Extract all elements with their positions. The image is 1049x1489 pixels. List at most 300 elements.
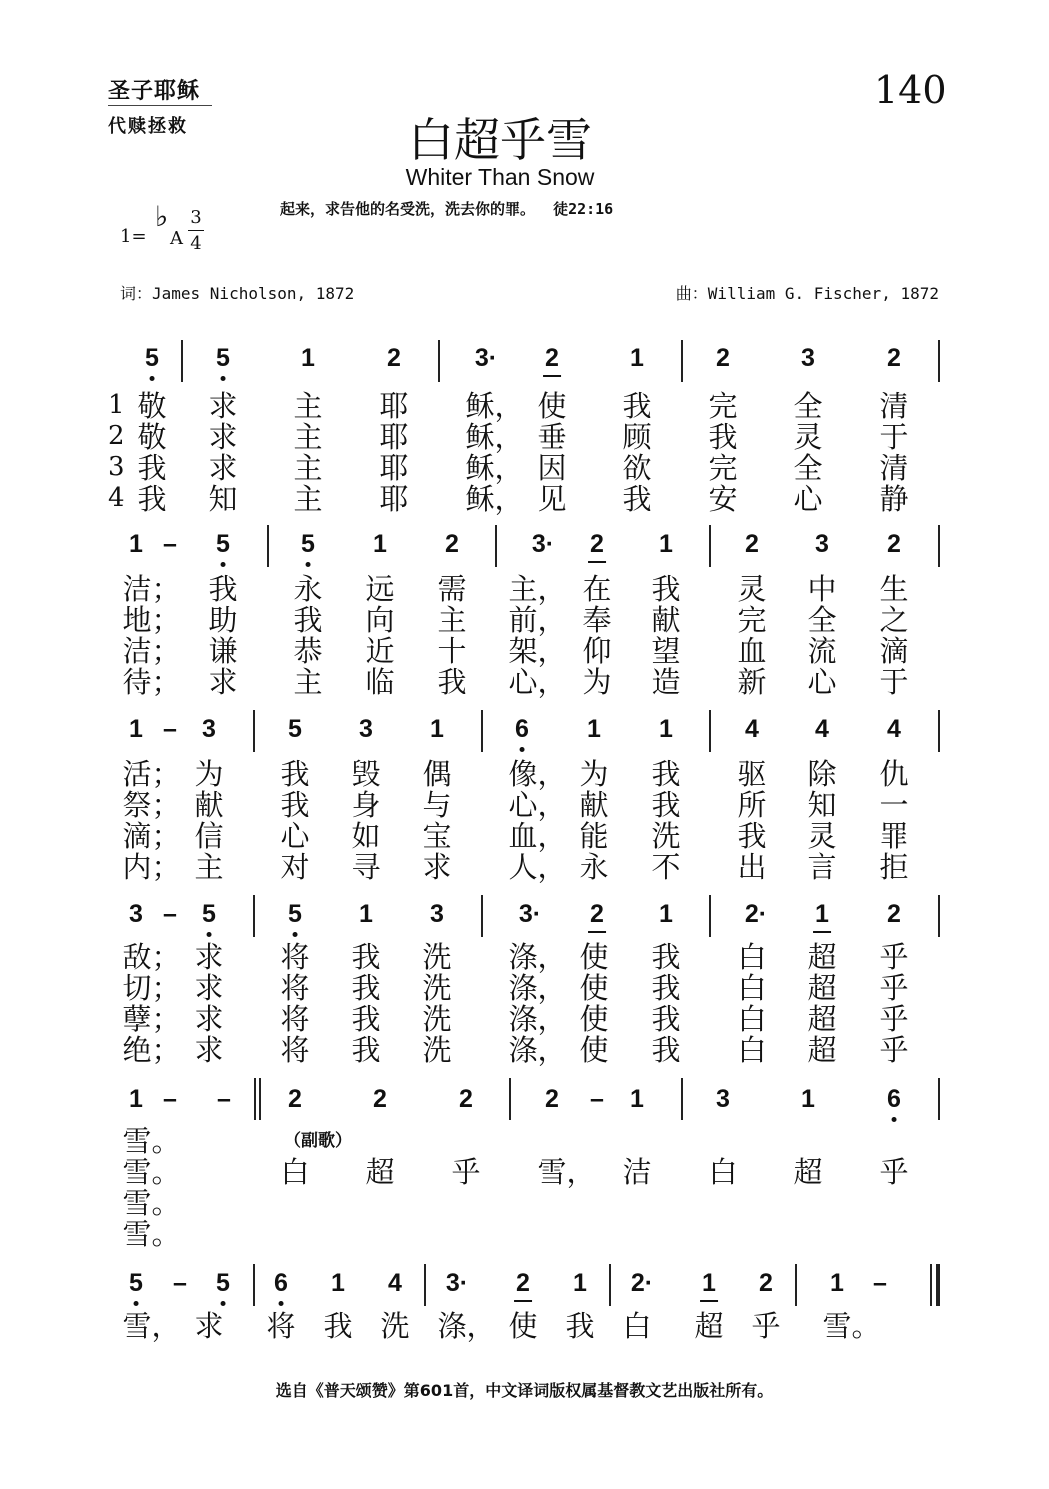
lyric-syllable: 我	[323, 1309, 353, 1343]
lyric-syllable: 求	[422, 850, 452, 884]
refrain-lyric: 雪，	[537, 1155, 596, 1189]
lyric-syllable: 使	[579, 1002, 609, 1036]
lyric-syllable: 滴；	[122, 819, 181, 853]
bar-line	[481, 895, 483, 937]
note	[145, 346, 159, 371]
note-value: 1	[659, 530, 673, 558]
bar-line	[253, 1264, 255, 1306]
note-value: 5	[216, 1269, 230, 1297]
hymn-title: 白超乎雪	[408, 113, 592, 167]
note-value: 5	[288, 715, 302, 743]
lyric-syllable: 为	[194, 757, 224, 791]
lyric-syllable: 我	[351, 1033, 381, 1067]
lyric-syllable: 敬	[137, 420, 167, 454]
lyric-syllable: 血	[737, 634, 767, 668]
note	[129, 717, 143, 742]
refrain-label: （副歌）	[284, 1131, 352, 1151]
lyric-syllable: 信	[194, 819, 224, 853]
note	[216, 532, 230, 557]
lyric-syllable: 洗	[422, 1033, 452, 1067]
note-value: 1	[359, 900, 373, 928]
note	[446, 1271, 468, 1296]
note	[202, 717, 216, 742]
note	[716, 1087, 730, 1112]
category-main: 圣子耶稣	[108, 79, 201, 104]
note	[387, 346, 401, 371]
lyric-syllable: 谦	[208, 634, 238, 668]
note-value: 4	[887, 715, 901, 743]
lyric-syllable: 安	[708, 482, 738, 516]
lyric-syllable: 为	[582, 665, 612, 699]
lyric-syllable: 我	[651, 1033, 681, 1067]
note	[702, 1271, 716, 1296]
refrain-lyric: 乎	[879, 1155, 909, 1189]
bar-line	[938, 895, 940, 937]
lyric-syllable: 对	[280, 850, 310, 884]
lyric-syllable: 仰	[582, 634, 612, 668]
lyric-syllable: 涤，	[508, 1033, 567, 1067]
lyric-syllable: 需	[437, 572, 467, 606]
note	[459, 1087, 473, 1112]
copyright-footer: 选自《普天颂赞》第601首，中文译词版权属基督教文艺出版社所有。	[275, 1381, 774, 1400]
note-value: –	[173, 1269, 187, 1297]
note-value: 3·	[445, 1269, 469, 1297]
note	[173, 1271, 187, 1296]
lyric-syllable: 求	[208, 451, 238, 485]
note	[545, 346, 559, 371]
note-value: 5	[301, 530, 315, 558]
bar-line	[709, 710, 711, 752]
note	[815, 532, 829, 557]
lyric-syllable: 生	[879, 572, 909, 606]
bar-line	[424, 1264, 426, 1306]
note	[445, 532, 459, 557]
final-bar-thick	[936, 1264, 940, 1306]
lyric-syllable: 我	[651, 940, 681, 974]
note	[590, 902, 604, 927]
note-value: 1	[815, 900, 829, 928]
verse-number: 1	[108, 390, 125, 420]
note	[216, 346, 230, 371]
lyric-syllable: 使	[579, 971, 609, 1005]
note	[873, 1271, 887, 1296]
note	[129, 532, 143, 557]
note-value: 3	[359, 715, 373, 743]
note-value: 2	[373, 1085, 387, 1113]
note	[373, 1087, 387, 1112]
note	[516, 1271, 530, 1296]
hymn-subtitle: Whiter Than Snow	[405, 164, 595, 190]
lyric-syllable: 稣，	[465, 420, 524, 454]
bar-line	[253, 710, 255, 752]
note-value: 4	[745, 715, 759, 743]
lyric-syllable: 知	[807, 788, 837, 822]
lyric-syllable: 静	[879, 482, 909, 516]
bar-line	[938, 710, 940, 752]
low-octave-dot	[150, 376, 155, 381]
note-value: 1	[331, 1269, 345, 1297]
note-value: 3	[129, 900, 143, 928]
bar-line	[267, 525, 269, 567]
lyric-syllable: 超	[694, 1309, 724, 1343]
lyric-syllable: 永	[579, 850, 609, 884]
note	[129, 1271, 143, 1296]
lyric-syllable: 宝	[422, 819, 452, 853]
low-octave-dot	[520, 747, 525, 752]
lyric-syllable: 耶	[379, 420, 409, 454]
lyric-syllable: 涤，	[508, 1002, 567, 1036]
lyric-syllable: 将	[280, 940, 310, 974]
lyric-syllable: 我	[293, 603, 323, 637]
lyric-syllable: 血，	[508, 819, 567, 853]
final-bar-thin	[930, 1264, 932, 1306]
lyric-syllable: 将	[280, 1002, 310, 1036]
lyric-syllable: 完	[708, 389, 738, 423]
note-value: 6	[515, 715, 529, 743]
lyric-syllable: 涤，	[508, 971, 567, 1005]
note	[745, 717, 759, 742]
lyric-syllable: 内；	[122, 850, 181, 884]
note-value: 5	[216, 530, 230, 558]
note	[163, 532, 177, 557]
note-value: –	[163, 715, 177, 743]
note	[587, 717, 601, 742]
double-bar-line	[254, 1078, 256, 1120]
lyricist-credit: 词：James Nicholson, 1872	[120, 284, 355, 303]
note-value: 3	[430, 900, 444, 928]
lyric-syllable: 切；	[122, 971, 181, 1005]
lyric-syllable: 献	[194, 788, 224, 822]
lyric-syllable: 稣，	[465, 389, 524, 423]
low-octave-dot	[293, 932, 298, 937]
lyric-syllable: 洁；	[122, 572, 181, 606]
bar-line	[253, 895, 255, 937]
lyric-syllable: 洗	[380, 1309, 410, 1343]
lyric-syllable: 我	[651, 1002, 681, 1036]
lyric-syllable: 涤，	[437, 1309, 496, 1343]
note	[887, 346, 901, 371]
lyric-syllable: 造	[651, 665, 681, 699]
note	[519, 902, 541, 927]
note-value: –	[163, 900, 177, 928]
hymn-number: 140	[874, 68, 947, 112]
lyric-syllable: 洗	[651, 819, 681, 853]
refrain-lyric: 白	[708, 1155, 738, 1189]
flat-symbol: ♭	[155, 200, 169, 233]
note-value: 1	[129, 715, 143, 743]
lyric-syllable: 求	[208, 665, 238, 699]
verse-number: 2	[108, 421, 125, 451]
scripture-reference: 起来，求告他的名受洗，洗去你的罪。 徒22:16	[280, 200, 614, 218]
eighth-underline	[543, 375, 561, 377]
lyric-syllable: 清	[879, 451, 909, 485]
lyric-syllable: 在	[582, 572, 612, 606]
note	[630, 1087, 644, 1112]
eighth-underline	[588, 931, 606, 933]
note-value: 3	[801, 344, 815, 372]
time-signature-bottom: 4	[190, 233, 202, 254]
lyric-syllable: 我	[137, 482, 167, 516]
key-signature-prefix: 1=	[120, 226, 147, 247]
note-value: 1	[129, 530, 143, 558]
note	[216, 1271, 230, 1296]
low-octave-dot	[134, 1301, 139, 1306]
note-value: 2	[887, 344, 901, 372]
note	[887, 1087, 901, 1112]
note	[331, 1271, 345, 1296]
low-octave-dot	[306, 562, 311, 567]
eighth-underline	[588, 561, 606, 563]
note-value: 3	[815, 530, 829, 558]
note-value: 1	[630, 1085, 644, 1113]
refrain-lyric: 超	[793, 1155, 823, 1189]
bar-line	[181, 340, 183, 382]
lyric-syllable: 十	[437, 634, 467, 668]
note	[630, 346, 644, 371]
lyric-syllable: 能	[579, 819, 609, 853]
lyric-syllable: 我	[622, 389, 652, 423]
low-octave-dot	[207, 932, 212, 937]
lyric-syllable: 洗	[422, 1002, 452, 1036]
lyric-syllable: 求	[208, 420, 238, 454]
note-value: 2	[590, 530, 604, 558]
lyric-syllable: 一	[879, 788, 909, 822]
lyric-syllable: 乎	[879, 1033, 909, 1067]
lyric-syllable: 地；	[122, 603, 181, 637]
lyric-syllable: 主	[293, 482, 323, 516]
lyric-syllable: 洁；	[122, 634, 181, 668]
lyric-syllable: 耶	[379, 451, 409, 485]
lyric-syllable: 求	[208, 389, 238, 423]
note	[163, 902, 177, 927]
verse-number: 4	[108, 483, 125, 513]
note-value: 2	[459, 1085, 473, 1113]
note	[475, 346, 497, 371]
refrain-lyric: 白	[280, 1155, 310, 1189]
lyric-syllable: 顾	[622, 420, 652, 454]
lyric-syllable: 架，	[508, 634, 567, 668]
note	[359, 717, 373, 742]
lyric-syllable: 所	[737, 788, 767, 822]
lyric-syllable: 完	[737, 603, 767, 637]
bar-line	[609, 1264, 611, 1306]
refrain-lyric: 洁	[622, 1155, 652, 1189]
key-note: A	[170, 228, 183, 249]
lyric-syllable: 完	[708, 451, 738, 485]
lyric-syllable: 于	[879, 665, 909, 699]
note	[590, 1087, 604, 1112]
lyric-syllable: 毁	[351, 757, 381, 791]
lyric-syllable: 我	[208, 572, 238, 606]
lyric-syllable: 除	[807, 757, 837, 791]
lyric-syllable: 敬	[137, 389, 167, 423]
lyric-syllable: 助	[208, 603, 238, 637]
bar-line	[795, 1264, 797, 1306]
note-value: 2·	[630, 1269, 654, 1297]
bar-line	[438, 340, 440, 382]
composer-credit: 曲：William G. Fischer, 1872	[675, 284, 939, 303]
lyric-syllable: 乎	[751, 1309, 781, 1343]
lyric-syllable: 白	[737, 940, 767, 974]
note-value: 5	[145, 344, 159, 372]
note-value: 6	[274, 1269, 288, 1297]
note-value: –	[163, 530, 177, 558]
lyric-syllable: 使	[537, 389, 567, 423]
lyric-syllable: 将	[266, 1309, 296, 1343]
note-value: 1	[830, 1269, 844, 1297]
lyric-syllable: 祭；	[122, 788, 181, 822]
lyric-syllable: 孽；	[122, 1002, 181, 1036]
note-value: 1	[373, 530, 387, 558]
lyric-syllable: 超	[807, 1002, 837, 1036]
note	[887, 532, 901, 557]
note	[202, 902, 216, 927]
note-value: 2	[887, 900, 901, 928]
note-value: 3	[202, 715, 216, 743]
lyric-syllable: 仇	[879, 757, 909, 791]
note-value: 2	[590, 900, 604, 928]
lyric-syllable: 求	[194, 1033, 224, 1067]
lyric-syllable: 我	[280, 757, 310, 791]
low-octave-dot	[221, 562, 226, 567]
note	[129, 902, 143, 927]
lyric-syllable: 稣，	[465, 482, 524, 516]
lyric-syllable: 流	[807, 634, 837, 668]
lyric-syllable: 心，	[508, 665, 567, 699]
lyric-syllable: 雪。	[122, 1155, 181, 1189]
lyric-syllable: 洗	[422, 940, 452, 974]
note	[288, 1087, 302, 1112]
lyric-syllable: 献	[579, 788, 609, 822]
note-value: 2	[516, 1269, 530, 1297]
lyric-syllable: 白	[737, 971, 767, 1005]
bar-line	[938, 525, 940, 567]
lyric-syllable: 绝；	[122, 1033, 181, 1067]
lyric-syllable: 将	[280, 971, 310, 1005]
note	[545, 1087, 559, 1112]
lyric-syllable: 涤，	[508, 940, 567, 974]
lyric-syllable: 心	[793, 482, 823, 516]
lyric-syllable: 求	[194, 971, 224, 1005]
bar-line	[938, 1078, 940, 1120]
lyric-syllable: 人，	[508, 850, 567, 884]
note-value: 2	[745, 530, 759, 558]
lyric-syllable: 前，	[508, 603, 567, 637]
lyric-syllable: 灵	[793, 420, 823, 454]
lyric-syllable: 罪	[879, 819, 909, 853]
lyric-syllable: 向	[365, 603, 395, 637]
note-value: 1	[630, 344, 644, 372]
lyric-syllable: 近	[365, 634, 395, 668]
lyric-syllable: 主	[293, 451, 323, 485]
bar-line	[709, 525, 711, 567]
lyric-syllable: 我	[651, 572, 681, 606]
note-value: –	[217, 1085, 231, 1113]
lyric-syllable: 言	[807, 850, 837, 884]
lyric-syllable: 使	[579, 940, 609, 974]
lyric-syllable: 我	[351, 940, 381, 974]
lyric-syllable: 耶	[379, 389, 409, 423]
lyric-syllable: 我	[351, 971, 381, 1005]
note	[887, 902, 901, 927]
lyric-syllable: 为	[579, 757, 609, 791]
lyric-syllable: 乎	[879, 1002, 909, 1036]
note-value: 2	[387, 344, 401, 372]
lyric-syllable: 偶	[422, 757, 452, 791]
low-octave-dot	[279, 1301, 284, 1306]
lyric-syllable: 见	[537, 482, 567, 516]
note-value: 2	[288, 1085, 302, 1113]
note-value: 1	[587, 715, 601, 743]
bar-line	[495, 525, 497, 567]
low-octave-dot	[221, 376, 226, 381]
lyric-syllable: 雪。	[122, 1124, 181, 1158]
note	[830, 1271, 844, 1296]
lyric-syllable: 超	[807, 1033, 837, 1067]
low-octave-dot	[221, 1301, 226, 1306]
lyric-syllable: 白	[737, 1002, 767, 1036]
note	[801, 1087, 815, 1112]
lyric-syllable: 拒	[879, 850, 909, 884]
note-value: 1	[702, 1269, 716, 1297]
note-value: 5	[129, 1269, 143, 1297]
bar-line	[681, 1078, 683, 1120]
note	[515, 717, 529, 742]
lyric-syllable: 心	[280, 819, 310, 853]
note	[163, 1087, 177, 1112]
note	[129, 1087, 143, 1112]
note	[759, 1271, 773, 1296]
note	[163, 717, 177, 742]
refrain-lyric: 乎	[451, 1155, 481, 1189]
lyric-syllable: 主	[293, 420, 323, 454]
lyric-syllable: 垂	[537, 420, 567, 454]
note	[573, 1271, 587, 1296]
lyric-syllable: 新	[737, 665, 767, 699]
note	[430, 902, 444, 927]
lyric-syllable: 献	[651, 603, 681, 637]
bar-line	[481, 710, 483, 752]
note-value: 1	[129, 1085, 143, 1113]
note	[388, 1271, 402, 1296]
lyric-syllable: 活；	[122, 757, 181, 791]
bar-line	[938, 340, 940, 382]
note	[815, 902, 829, 927]
bar-line	[509, 1078, 511, 1120]
note	[590, 532, 604, 557]
note	[801, 346, 815, 371]
note	[532, 532, 554, 557]
note-value: 5	[216, 344, 230, 372]
lyric-syllable: 我	[651, 788, 681, 822]
lyric-syllable: 我	[622, 482, 652, 516]
lyric-syllable: 远	[365, 572, 395, 606]
refrain-lyric: 超	[365, 1155, 395, 1189]
note-value: 2·	[744, 900, 768, 928]
lyric-syllable: 乎	[879, 971, 909, 1005]
note-value: 2	[445, 530, 459, 558]
lyric-syllable: 中	[807, 572, 837, 606]
lyric-syllable: 全	[793, 451, 823, 485]
note-value: 4	[388, 1269, 402, 1297]
lyric-syllable: 稣，	[465, 451, 524, 485]
lyric-syllable: 于	[879, 420, 909, 454]
note-value: –	[873, 1269, 887, 1297]
lyric-syllable: 欲	[622, 451, 652, 485]
note-value: 2	[545, 344, 559, 372]
lyric-syllable: 求	[194, 940, 224, 974]
note-value: 3·	[474, 344, 498, 372]
